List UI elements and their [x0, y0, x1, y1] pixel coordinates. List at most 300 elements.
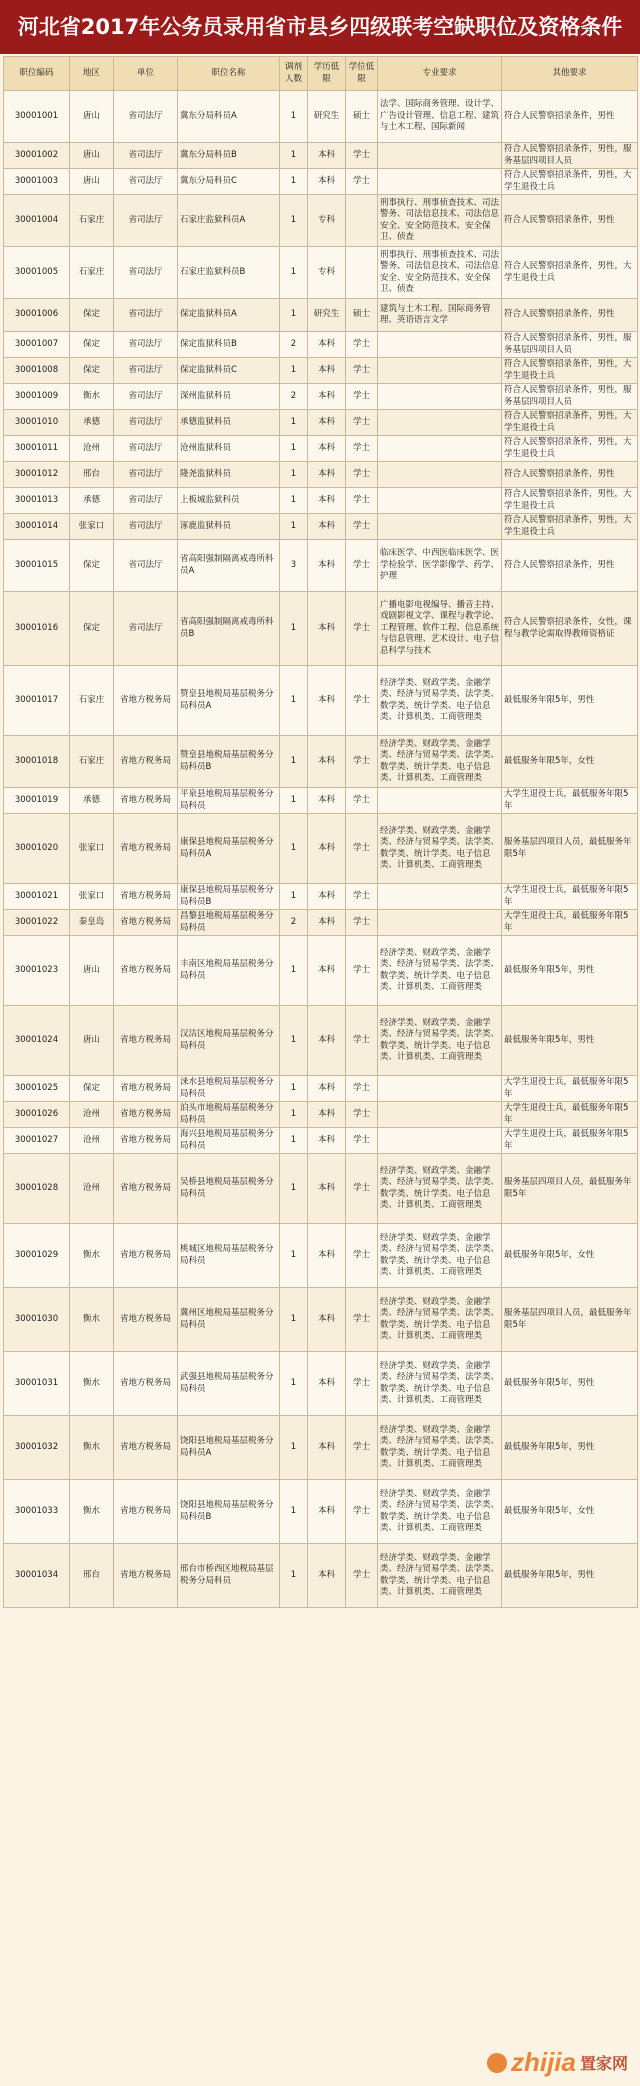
cell-code: 30001030 [4, 1288, 70, 1352]
cell-major [378, 514, 502, 540]
cell-region: 衡水 [70, 384, 114, 410]
cell-region: 承德 [70, 788, 114, 814]
cell-degree: 学士 [346, 384, 378, 410]
cell-degree: 学士 [346, 1416, 378, 1480]
cell-edu: 本科 [308, 169, 346, 195]
cell-region: 唐山 [70, 143, 114, 169]
cell-code: 30001033 [4, 1480, 70, 1544]
cell-edu: 本科 [308, 332, 346, 358]
cell-major: 经济学类、财政学类、金融学类、经济与贸易学类、法学类、数学类、统计学类、电子信息类、计算机类、工商管理类 [378, 936, 502, 1006]
cell-edu: 本科 [308, 884, 346, 910]
cell-edu: 本科 [308, 666, 346, 736]
cell-other: 最低服务年限5年，男性 [502, 1544, 638, 1608]
cell-num: 1 [280, 1102, 308, 1128]
cell-region: 邢台 [70, 462, 114, 488]
cell-degree [346, 247, 378, 299]
cell-num: 1 [280, 195, 308, 247]
cell-degree: 学士 [346, 332, 378, 358]
cell-num: 1 [280, 488, 308, 514]
cell-other: 最低服务年限5年，男性 [502, 1006, 638, 1076]
cell-edu: 专科 [308, 195, 346, 247]
table-row [4, 143, 638, 169]
cell-region: 衡水 [70, 1224, 114, 1288]
cell-other: 符合人民警察招录条件，男性，大学生退役士兵 [502, 436, 638, 462]
cell-position: 冀东分局科员C [178, 169, 280, 195]
cell-region: 衡水 [70, 1288, 114, 1352]
cell-region: 保定 [70, 540, 114, 592]
cell-code: 30001001 [4, 91, 70, 143]
cell-position: 上板城监狱科员 [178, 488, 280, 514]
cell-edu: 研究生 [308, 299, 346, 332]
cell-other: 最低服务年限5年，男性 [502, 666, 638, 736]
cell-major: 刑事执行、刑事侦查技术、司法警务、司法信息技术、司法信息安全、安全防范技术、安全保卫、侦查 [378, 247, 502, 299]
table-row [4, 1416, 638, 1480]
cell-other: 大学生退役士兵，最低服务年限5年 [502, 788, 638, 814]
watermark-site: 置家网 [579, 2056, 628, 2073]
cell-degree: 学士 [346, 1076, 378, 1102]
cell-major [378, 332, 502, 358]
cell-num: 3 [280, 540, 308, 592]
cell-num: 1 [280, 884, 308, 910]
cell-major: 建筑与土木工程、国际商务管理、英语语言文学 [378, 299, 502, 332]
table-row [4, 410, 638, 436]
cell-position: 沧州监狱科员 [178, 436, 280, 462]
cell-major: 经济学类、财政学类、金融学类、经济与贸易学类、法学类、数学类、统计学类、电子信息类、计算机类、工商管理类 [378, 1352, 502, 1416]
cell-other: 最低服务年限5年，男性 [502, 1352, 638, 1416]
cell-other: 符合人民警察招录条件，男性，大学生退役士兵 [502, 514, 638, 540]
cell-position: 赞皇县地税局基层税务分局科员A [178, 666, 280, 736]
cell-degree [346, 195, 378, 247]
table-row [4, 666, 638, 736]
table-row [4, 814, 638, 884]
cell-major: 广播电影电视编导、播音主持、戏剧影视文学、课程与教学论、工程管理、软件工程、信息系统与信息管理、艺术设计、电子信息科学与技术 [378, 592, 502, 666]
cell-position: 汉沽区地税局基层税务分局科员 [178, 1006, 280, 1076]
cell-code: 30001018 [4, 736, 70, 788]
table-row [4, 91, 638, 143]
cell-region: 唐山 [70, 936, 114, 1006]
cell-unit: 省司法厅 [114, 299, 178, 332]
cell-other: 大学生退役士兵，最低服务年限5年 [502, 1128, 638, 1154]
cell-degree: 学士 [346, 1006, 378, 1076]
col-header-region: 地区 [70, 57, 114, 91]
cell-edu: 本科 [308, 910, 346, 936]
cell-num: 1 [280, 736, 308, 788]
cell-region: 张家口 [70, 884, 114, 910]
cell-code: 30001022 [4, 910, 70, 936]
cell-num: 1 [280, 1352, 308, 1416]
cell-region: 石家庄 [70, 247, 114, 299]
cell-other: 符合人民警察招录条件，男性，大学生退役士兵 [502, 488, 638, 514]
cell-position: 昌黎县地税局基层税务分局科员 [178, 910, 280, 936]
cell-degree: 学士 [346, 488, 378, 514]
cell-num: 1 [280, 514, 308, 540]
cell-unit: 省地方税务局 [114, 1128, 178, 1154]
cell-major: 经济学类、财政学类、金融学类、经济与贸易学类、法学类、数学类、统计学类、电子信息类、计算机类、工商管理类 [378, 1224, 502, 1288]
table-row [4, 299, 638, 332]
cell-edu: 本科 [308, 1154, 346, 1224]
cell-major [378, 1102, 502, 1128]
cell-other: 大学生退役士兵，最低服务年限5年 [502, 1076, 638, 1102]
cell-other: 大学生退役士兵，最低服务年限5年 [502, 1102, 638, 1128]
cell-degree: 学士 [346, 358, 378, 384]
cell-unit: 省司法厅 [114, 195, 178, 247]
page-title: 河北省2017年公务员录用省市县乡四级联考空缺职位及资格条件 [0, 0, 640, 54]
cell-edu: 本科 [308, 1006, 346, 1076]
cell-degree: 学士 [346, 540, 378, 592]
cell-code: 30001012 [4, 462, 70, 488]
cell-code: 30001024 [4, 1006, 70, 1076]
cell-code: 30001017 [4, 666, 70, 736]
cell-code: 30001007 [4, 332, 70, 358]
cell-major: 经济学类、财政学类、金融学类、经济与贸易学类、法学类、数学类、统计学类、电子信息类、计算机类、工商管理类 [378, 736, 502, 788]
cell-major [378, 462, 502, 488]
table-row [4, 384, 638, 410]
cell-num: 2 [280, 332, 308, 358]
cell-num: 1 [280, 410, 308, 436]
cell-other: 符合人民警察招录条件，男性，服务基层四项目人员 [502, 332, 638, 358]
cell-unit: 省地方税务局 [114, 1544, 178, 1608]
cell-unit: 省地方税务局 [114, 1480, 178, 1544]
cell-num: 1 [280, 169, 308, 195]
cell-edu: 本科 [308, 1224, 346, 1288]
cell-unit: 省地方税务局 [114, 736, 178, 788]
cell-unit: 省地方税务局 [114, 910, 178, 936]
cell-num: 1 [280, 788, 308, 814]
cell-num: 1 [280, 1480, 308, 1544]
cell-other: 服务基层四项目人员，最低服务年限5年 [502, 1154, 638, 1224]
cell-code: 30001015 [4, 540, 70, 592]
table-row [4, 910, 638, 936]
cell-other: 服务基层四项目人员，最低服务年限5年 [502, 1288, 638, 1352]
cell-edu: 本科 [308, 384, 346, 410]
cell-code: 30001016 [4, 592, 70, 666]
cell-unit: 省地方税务局 [114, 1224, 178, 1288]
cell-code: 30001025 [4, 1076, 70, 1102]
cell-code: 30001019 [4, 788, 70, 814]
cell-position: 桃城区地税局基层税务分局科员 [178, 1224, 280, 1288]
cell-unit: 省司法厅 [114, 358, 178, 384]
cell-region: 承德 [70, 410, 114, 436]
cell-num: 1 [280, 936, 308, 1006]
cell-major: 经济学类、财政学类、金融学类、经济与贸易学类、法学类、数学类、统计学类、电子信息类、计算机类、工商管理类 [378, 1480, 502, 1544]
cell-unit: 省司法厅 [114, 462, 178, 488]
cell-edu: 本科 [308, 1128, 346, 1154]
cell-other: 大学生退役士兵，最低服务年限5年 [502, 910, 638, 936]
table-row [4, 1006, 638, 1076]
cell-region: 唐山 [70, 1006, 114, 1076]
cell-num: 1 [280, 1128, 308, 1154]
cell-position: 冀东分局科员B [178, 143, 280, 169]
cell-degree: 学士 [346, 936, 378, 1006]
cell-position: 康保县地税局基层税务分局科员B [178, 884, 280, 910]
cell-position: 冀州区地税局基层税务分局科员 [178, 1288, 280, 1352]
table-row [4, 1076, 638, 1102]
cell-position: 赞皇县地税局基层税务分局科员B [178, 736, 280, 788]
cell-edu: 本科 [308, 936, 346, 1006]
cell-position: 涞水县地税局基层税务分局科员 [178, 1076, 280, 1102]
cell-other: 符合人民警察招录条件，男性，大学生退役士兵 [502, 247, 638, 299]
cell-other: 最低服务年限5年，女性 [502, 1480, 638, 1544]
cell-position: 冀东分局科员A [178, 91, 280, 143]
cell-unit: 省司法厅 [114, 514, 178, 540]
cell-position: 隆尧监狱科员 [178, 462, 280, 488]
cell-code: 30001013 [4, 488, 70, 514]
cell-edu: 本科 [308, 788, 346, 814]
cell-edu: 专科 [308, 247, 346, 299]
cell-unit: 省司法厅 [114, 332, 178, 358]
cell-code: 30001004 [4, 195, 70, 247]
cell-unit: 省司法厅 [114, 143, 178, 169]
cell-region: 张家口 [70, 514, 114, 540]
cell-region: 保定 [70, 592, 114, 666]
cell-edu: 本科 [308, 143, 346, 169]
col-header-edu: 学历低限 [308, 57, 346, 91]
cell-position: 保定监狱科员A [178, 299, 280, 332]
table-row [4, 247, 638, 299]
cell-num: 1 [280, 1416, 308, 1480]
cell-num: 1 [280, 814, 308, 884]
cell-edu: 本科 [308, 1352, 346, 1416]
cell-position: 海兴县地税局基层税务分局科员 [178, 1128, 280, 1154]
cell-position: 省高阳强制隔离戒毒所科员B [178, 592, 280, 666]
cell-position: 保定监狱科员B [178, 332, 280, 358]
cell-degree: 学士 [346, 814, 378, 884]
table-row [4, 1480, 638, 1544]
cell-code: 30001031 [4, 1352, 70, 1416]
cell-position: 泊头市地税局基层税务分局科员 [178, 1102, 280, 1128]
cell-code: 30001021 [4, 884, 70, 910]
cell-unit: 省地方税务局 [114, 788, 178, 814]
cell-unit: 省司法厅 [114, 384, 178, 410]
cell-other: 最低服务年限5年，男性 [502, 1416, 638, 1480]
cell-degree: 学士 [346, 884, 378, 910]
table-row [4, 1154, 638, 1224]
cell-region: 石家庄 [70, 736, 114, 788]
cell-code: 30001020 [4, 814, 70, 884]
cell-position: 平泉县地税局基层税务分局科员 [178, 788, 280, 814]
cell-position: 深州监狱科员 [178, 384, 280, 410]
cell-other: 符合人民警察招录条件，男性，大学生退役士兵 [502, 169, 638, 195]
cell-edu: 本科 [308, 462, 346, 488]
cell-other: 最低服务年限5年，女性 [502, 1224, 638, 1288]
table-row [4, 592, 638, 666]
cell-edu: 本科 [308, 488, 346, 514]
cell-code: 30001032 [4, 1416, 70, 1480]
cell-position: 武强县地税局基层税务分局科员 [178, 1352, 280, 1416]
cell-region: 邢台 [70, 1544, 114, 1608]
cell-code: 30001029 [4, 1224, 70, 1288]
cell-degree: 学士 [346, 592, 378, 666]
cell-major [378, 358, 502, 384]
cell-major: 经济学类、财政学类、金融学类、经济与贸易学类、法学类、数学类、统计学类、电子信息类、计算机类、工商管理类 [378, 1544, 502, 1608]
cell-major: 临床医学、中西医临床医学、医学检验学、医学影像学、药学、护理 [378, 540, 502, 592]
cell-edu: 本科 [308, 1288, 346, 1352]
cell-major: 法学、国际商务管理、设计学、广告设计管理、信息工程、建筑与土木工程、国际新闻 [378, 91, 502, 143]
cell-position: 饶阳县地税局基层税务分局科员A [178, 1416, 280, 1480]
cell-degree: 学士 [346, 1480, 378, 1544]
table-row [4, 884, 638, 910]
cell-degree: 学士 [346, 1102, 378, 1128]
table-row [4, 195, 638, 247]
cell-other: 符合人民警察招录条件，男性 [502, 540, 638, 592]
cell-degree: 学士 [346, 514, 378, 540]
cell-unit: 省司法厅 [114, 488, 178, 514]
cell-unit: 省地方税务局 [114, 884, 178, 910]
cell-major [378, 169, 502, 195]
cell-major [378, 410, 502, 436]
table-row [4, 936, 638, 1006]
positions-table [3, 56, 638, 1608]
cell-degree: 学士 [346, 169, 378, 195]
cell-unit: 省地方税务局 [114, 1076, 178, 1102]
col-header-other: 其他要求 [502, 57, 638, 91]
cell-degree: 学士 [346, 788, 378, 814]
cell-edu: 本科 [308, 1544, 346, 1608]
cell-position: 饶阳县地税局基层税务分局科员B [178, 1480, 280, 1544]
cell-major [378, 910, 502, 936]
cell-other: 符合人民警察招录条件，男性 [502, 299, 638, 332]
cell-region: 衡水 [70, 1416, 114, 1480]
cell-unit: 省地方税务局 [114, 1006, 178, 1076]
cell-unit: 省地方税务局 [114, 936, 178, 1006]
cell-other: 符合人民警察招录条件，男性 [502, 91, 638, 143]
col-header-degree: 学位低限 [346, 57, 378, 91]
cell-code: 30001003 [4, 169, 70, 195]
cell-degree: 学士 [346, 436, 378, 462]
cell-degree: 学士 [346, 1154, 378, 1224]
table-row [4, 1102, 638, 1128]
cell-num: 1 [280, 1006, 308, 1076]
cell-num: 2 [280, 384, 308, 410]
cell-unit: 省司法厅 [114, 247, 178, 299]
table-row [4, 332, 638, 358]
cell-code: 30001027 [4, 1128, 70, 1154]
col-header-major: 专业要求 [378, 57, 502, 91]
cell-major: 经济学类、财政学类、金融学类、经济与贸易学类、法学类、数学类、统计学类、电子信息类、计算机类、工商管理类 [378, 1416, 502, 1480]
cell-edu: 本科 [308, 1416, 346, 1480]
cell-position: 石家庄监狱科员A [178, 195, 280, 247]
table-row [4, 1352, 638, 1416]
cell-unit: 省地方税务局 [114, 1288, 178, 1352]
cell-region: 承德 [70, 488, 114, 514]
cell-major [378, 884, 502, 910]
cell-position: 保定监狱科员C [178, 358, 280, 384]
cell-other: 服务基层四项目人员，最低服务年限5年 [502, 814, 638, 884]
cell-region: 秦皇岛 [70, 910, 114, 936]
cell-code: 30001002 [4, 143, 70, 169]
cell-major: 经济学类、财政学类、金融学类、经济与贸易学类、法学类、数学类、统计学类、电子信息类、计算机类、工商管理类 [378, 1288, 502, 1352]
cell-unit: 省地方税务局 [114, 666, 178, 736]
cell-unit: 省地方税务局 [114, 1102, 178, 1128]
cell-code: 30001005 [4, 247, 70, 299]
cell-region: 张家口 [70, 814, 114, 884]
cell-edu: 本科 [308, 540, 346, 592]
table-row [4, 358, 638, 384]
cell-other: 符合人民警察招录条件，男性，服务基层四项目人员 [502, 143, 638, 169]
cell-edu: 本科 [308, 1076, 346, 1102]
cell-edu: 本科 [308, 410, 346, 436]
cell-position: 邢台市桥西区地税局基层税务分局科员 [178, 1544, 280, 1608]
cell-other: 符合人民警察招录条件，男性，服务基层四项目人员 [502, 384, 638, 410]
cell-unit: 省司法厅 [114, 436, 178, 462]
cell-unit: 省司法厅 [114, 91, 178, 143]
cell-degree: 硕士 [346, 299, 378, 332]
cell-major [378, 788, 502, 814]
house-logo-icon [487, 2053, 507, 2073]
cell-degree: 学士 [346, 1224, 378, 1288]
cell-major [378, 384, 502, 410]
cell-major: 经济学类、财政学类、金融学类、经济与贸易学类、法学类、数学类、统计学类、电子信息类、计算机类、工商管理类 [378, 1006, 502, 1076]
cell-num: 1 [280, 462, 308, 488]
cell-num: 1 [280, 592, 308, 666]
cell-unit: 省司法厅 [114, 592, 178, 666]
cell-position: 省高阳强制隔离戒毒所科员A [178, 540, 280, 592]
cell-code: 30001006 [4, 299, 70, 332]
cell-num: 1 [280, 436, 308, 462]
cell-major [378, 1128, 502, 1154]
cell-degree: 学士 [346, 666, 378, 736]
cell-num: 1 [280, 1076, 308, 1102]
watermark-logo: zhijia [510, 2047, 576, 2077]
cell-num: 1 [280, 666, 308, 736]
cell-other: 最低服务年限5年，女性 [502, 736, 638, 788]
cell-other: 符合人民警察招录条件，男性 [502, 462, 638, 488]
cell-unit: 省司法厅 [114, 540, 178, 592]
cell-position: 涿鹿监狱科员 [178, 514, 280, 540]
cell-other: 大学生退役士兵，最低服务年限5年 [502, 884, 638, 910]
table-row [4, 436, 638, 462]
watermark [487, 2047, 628, 2078]
cell-region: 沧州 [70, 436, 114, 462]
cell-unit: 省地方税务局 [114, 1154, 178, 1224]
col-header-unit: 单位 [114, 57, 178, 91]
cell-region: 保定 [70, 1076, 114, 1102]
cell-major: 刑事执行、刑事侦查技术、司法警务、司法信息技术、司法信息安全、安全防范技术、安全保卫、侦查 [378, 195, 502, 247]
cell-region: 沧州 [70, 1102, 114, 1128]
cell-edu: 本科 [308, 514, 346, 540]
cell-edu: 本科 [308, 814, 346, 884]
table-row [4, 788, 638, 814]
cell-unit: 省地方税务局 [114, 1352, 178, 1416]
cell-major: 经济学类、财政学类、金融学类、经济与贸易学类、法学类、数学类、统计学类、电子信息类、计算机类、工商管理类 [378, 666, 502, 736]
col-header-code: 职位编码 [4, 57, 70, 91]
cell-num: 1 [280, 299, 308, 332]
table-row [4, 1224, 638, 1288]
cell-code: 30001028 [4, 1154, 70, 1224]
cell-edu: 本科 [308, 436, 346, 462]
col-header-num: 调剂人数 [280, 57, 308, 91]
cell-other: 符合人民警察招录条件，男性，大学生退役士兵 [502, 358, 638, 384]
cell-other: 符合人民警察招录条件，女性，课程与教学论需取得教师资格证 [502, 592, 638, 666]
cell-edu: 本科 [308, 592, 346, 666]
table-row [4, 540, 638, 592]
cell-code: 30001034 [4, 1544, 70, 1608]
cell-region: 保定 [70, 299, 114, 332]
cell-region: 沧州 [70, 1128, 114, 1154]
cell-degree: 学士 [346, 143, 378, 169]
cell-region: 石家庄 [70, 666, 114, 736]
cell-position: 丰南区地税局基层税务分局科员 [178, 936, 280, 1006]
cell-other: 符合人民警察招录条件，男性 [502, 195, 638, 247]
col-header-position: 职位名称 [178, 57, 280, 91]
cell-degree: 硕士 [346, 91, 378, 143]
cell-code: 30001014 [4, 514, 70, 540]
table-row [4, 169, 638, 195]
cell-other: 符合人民警察招录条件，男性，大学生退役士兵 [502, 410, 638, 436]
cell-degree: 学士 [346, 1352, 378, 1416]
cell-num: 1 [280, 1224, 308, 1288]
cell-num: 1 [280, 247, 308, 299]
